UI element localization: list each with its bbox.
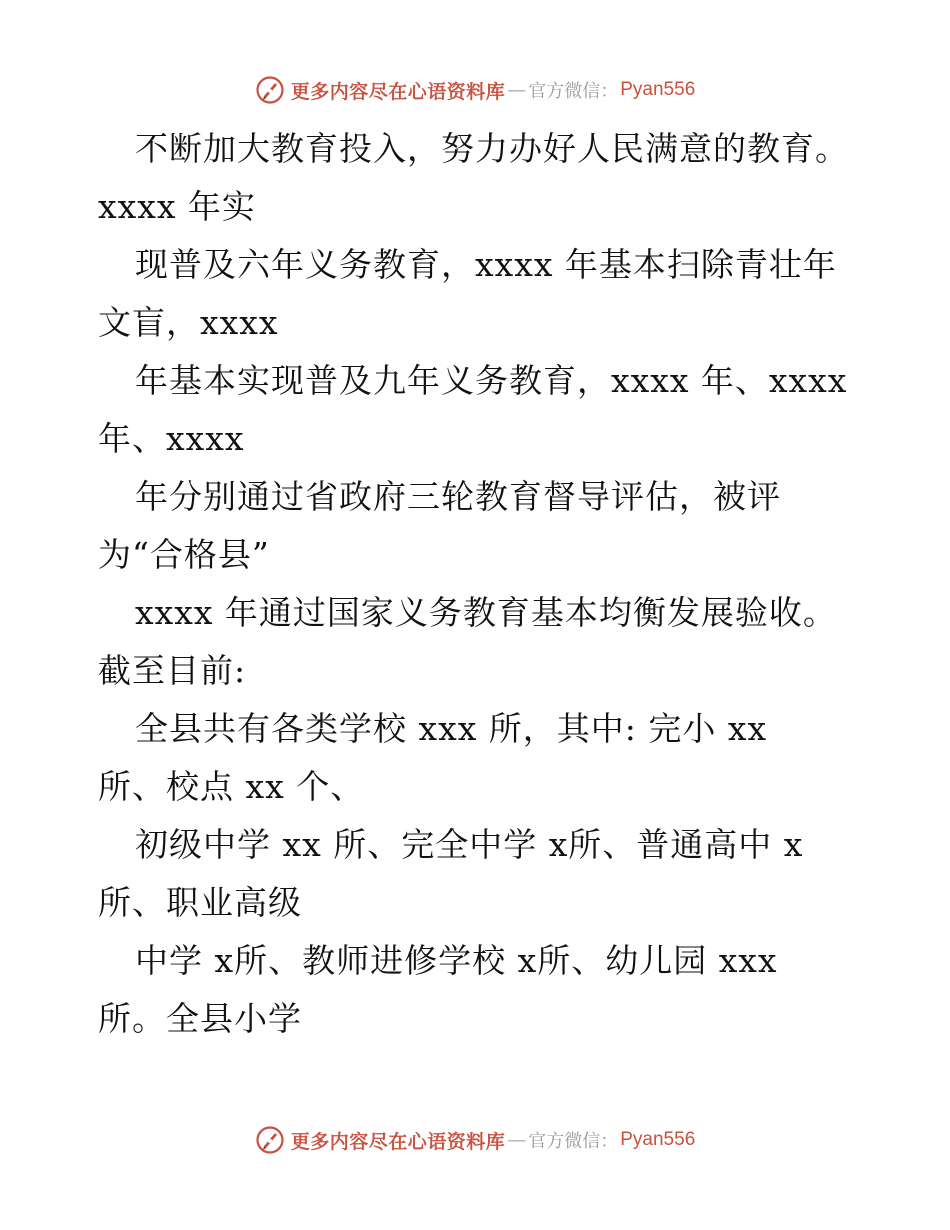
body-line: 年、xxxx (98, 419, 245, 458)
footer-wechat-id: Pyan556 (620, 1129, 696, 1150)
body-line: 年分别通过省政府三轮教育督导评估，被评 (135, 477, 781, 516)
body-line: xxxx 年通过国家义务教育基本均衡发展验收。 (135, 593, 837, 632)
quill-logo-icon (255, 1125, 285, 1155)
body-line: 初级中学 xx 所、完全中学 x所、普通高中 x (135, 825, 804, 864)
footer-dash: — (507, 1129, 527, 1151)
body-line: 截至目前: (98, 651, 247, 690)
footer-banner (0, 1120, 950, 1160)
body-line: 文盲，xxxx (98, 303, 279, 342)
body-line: 所、校点 xx 个、 (98, 767, 365, 806)
body-line: 全县共有各类学校 xxx 所，其中: 完小 xx (135, 709, 768, 748)
body-line: 现普及六年义务教育，xxxx 年基本扫除青壮年 (135, 245, 837, 284)
body-line: 为“合格县” (98, 535, 270, 574)
footer-title: 更多内容尽在心语资料库 (290, 1130, 506, 1153)
header-title: 更多内容尽在心语资料库 (290, 80, 506, 103)
body-line: 不断加大教育投入，努力办好人民满意的教育。 (135, 129, 849, 168)
body-line: 所。全县小学 (98, 999, 302, 1038)
footer-subtitle: 官方微信： (528, 1131, 619, 1152)
body-line: xxxx 年实 (98, 187, 256, 226)
header-banner (0, 70, 950, 110)
quill-logo-icon (255, 75, 285, 105)
document-body (98, 120, 858, 1048)
header-wechat-id: Pyan556 (620, 79, 696, 100)
header-dash: — (507, 79, 527, 101)
body-line: 中学 x所、教师进修学校 x所、幼儿园 xxx (135, 941, 778, 980)
body-line: 年基本实现普及九年义务教育，xxxx 年、xxxx (135, 361, 848, 400)
header-subtitle: 官方微信： (528, 81, 619, 102)
body-line: 所、职业高级 (98, 883, 302, 922)
